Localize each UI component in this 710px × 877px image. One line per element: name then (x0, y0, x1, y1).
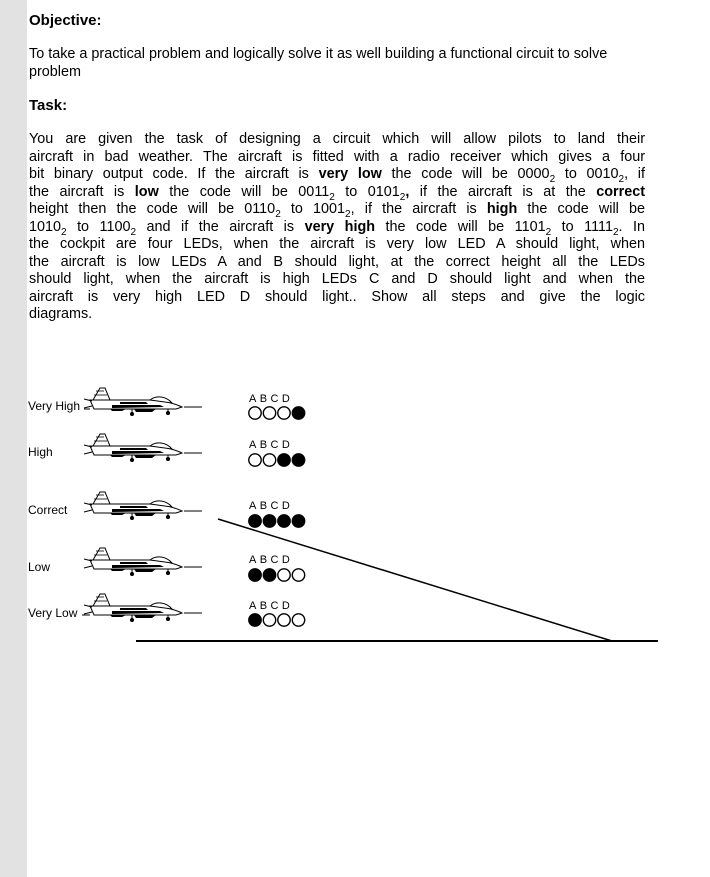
led-header-very-low: ABCD (249, 600, 294, 612)
task-line-1: You are given the task of designing a circuit which will allow pilots to land their (29, 131, 645, 147)
led-indicators (249, 407, 305, 626)
led-c-very-high (278, 407, 290, 419)
led-b-correct (263, 515, 275, 527)
led-d-correct (292, 515, 304, 527)
task-line-7: the cockpit are four LEDs, when the aircraft is very low LED A should light, when (29, 236, 645, 252)
aircraft-high-icon (84, 434, 202, 462)
led-a-correct (249, 515, 261, 527)
task-line-5: height then the code will be $0110_2$ to $1001_2$, if the aircraft is high the code will be (29, 201, 645, 220)
level-label-very-high: Very High (28, 399, 81, 413)
task-line-9: should light, when the aircraft is high LEDs C and D should light and when the (29, 271, 645, 287)
level-label-low: Low (28, 560, 51, 574)
objective-heading: Objective: (29, 12, 102, 29)
led-header-correct: ABCD (249, 500, 294, 512)
task-line-3: bit binary output code. If the aircraft is very low the code will be $0000_2$ to $0010_2$, if (29, 166, 645, 185)
led-b-high (263, 454, 275, 466)
objective-text-line-2: problem (29, 64, 81, 80)
led-header-very-high: ABCD (249, 393, 294, 405)
led-d-very-high (292, 407, 304, 419)
aircraft-correct-icon (84, 492, 202, 520)
led-b-low (263, 569, 275, 581)
task-heading: Task: (29, 97, 68, 114)
led-a-low (249, 569, 261, 581)
led-c-correct (278, 515, 290, 527)
led-b-very-low (263, 614, 275, 626)
led-c-low (278, 569, 290, 581)
task-line-4: the aircraft is low the code will be $0011_2$ to $0101_2$, if the aircraft is at the correct (29, 183, 645, 203)
aircraft-very-high-icon (84, 388, 202, 416)
objective-text-line-1: To take a practical problem and logically solve it as well building a functional circuit to solve (29, 46, 608, 62)
level-label-high: High (28, 445, 53, 459)
led-a-very-high (249, 407, 261, 419)
glide-slope-line (218, 519, 612, 641)
task-line-2: aircraft in bad weather. The aircraft is fitted with a radio receiver which gives a four (29, 148, 645, 165)
task-line-8: the aircraft is low LEDs A and B should light, at the correct height all the LEDs (29, 253, 645, 270)
level-label-very-low: Very Low (28, 606, 78, 620)
task-line-6: $1010_2$ to $1100_2$ and if the aircraft is very high the code will be $1101_2$ to $1111_2$. In (29, 218, 645, 238)
aircraft-very-low-icon (84, 594, 202, 622)
level-label-correct: Correct (28, 503, 68, 517)
led-b-very-high (263, 407, 275, 419)
task-line-11: diagrams. (29, 306, 93, 322)
aircraft-low-icon (84, 548, 202, 576)
led-a-very-low (249, 614, 261, 626)
led-d-very-low (292, 614, 304, 626)
task-line-10: aircraft is very high LED D should light.. Show all steps and give the logic (29, 288, 645, 305)
led-a-high (249, 454, 261, 466)
led-c-high (278, 454, 290, 466)
led-c-very-low (278, 614, 290, 626)
led-d-low (292, 569, 304, 581)
led-d-high (292, 454, 304, 466)
led-header-high: ABCD (249, 439, 294, 451)
led-header-low: ABCD (249, 554, 294, 566)
